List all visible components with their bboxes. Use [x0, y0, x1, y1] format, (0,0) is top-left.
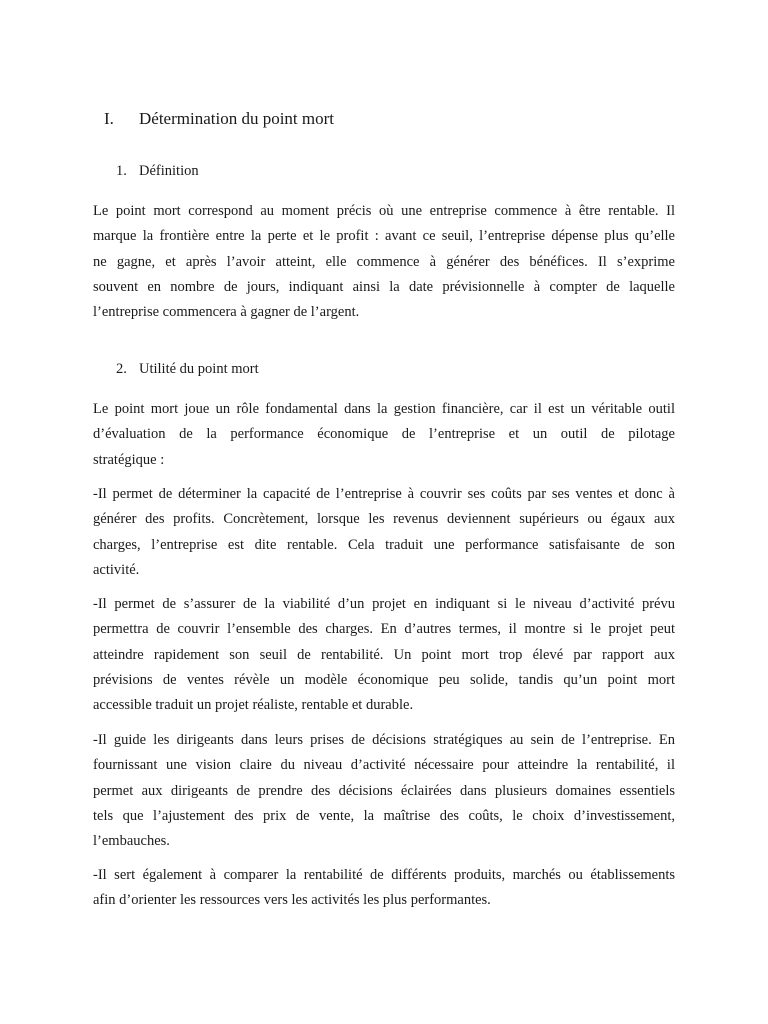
- paragraph-line: charges, l’entreprise est dite rentable. Cela traduit une performance satisfaisante de son: [93, 536, 675, 553]
- subsection-heading-utility: [116, 359, 259, 379]
- paragraph-line: Le point mort correspond au moment précis où une entreprise commence à être rentable. Il: [93, 203, 675, 219]
- paragraph-line: marque la frontière entre la perte et le profit : avant ce seuil, l’entreprise dépense plus qu’elle: [93, 228, 675, 245]
- paragraph-line: d’évaluation de la performance économique de l’entreprise et un outil de pilotage: [93, 426, 675, 443]
- paragraph-line: l’entreprise commencera à gagner de l’argent.: [93, 304, 360, 321]
- paragraph-line: ne gagne, et après l’avoir atteint, elle commence à générer des bénéfices. Il s’exprime: [93, 253, 675, 270]
- section-number: I.: [104, 109, 114, 128]
- paragraph-line: tels que l’ajustement des prix de vente, la maîtrise des coûts, le choix d’investissement,: [93, 807, 675, 824]
- paragraph-line: -Il permet de déterminer la capacité de l’entreprise à couvrir ses coûts par ses ventes et donc à: [93, 486, 675, 502]
- subsection-heading-definition: [116, 161, 199, 181]
- paragraph-line: activité.: [93, 561, 140, 578]
- utility-point-3: [93, 728, 675, 854]
- utility-point-1: [93, 482, 675, 583]
- paragraph-line: permet aux dirigeants de prendre des décisions éclairées dans plusieurs domaines essentiels: [93, 782, 675, 799]
- paragraph-line: afin d’orienter les ressources vers les activités les plus performantes.: [93, 892, 491, 909]
- paragraph-line: l’embauches.: [93, 833, 170, 850]
- paragraph-line: permettra de couvrir l’ensemble des charges. En d’autres termes, il montre si le projet peut: [93, 621, 675, 638]
- paragraph-line: fournissant une vision claire du niveau d’activité nécessaire pour atteindre la rentabilité, il: [93, 757, 675, 774]
- paragraph-line: générer des profits. Concrètement, lorsque les revenus deviennent supérieurs ou égaux aux: [93, 511, 675, 528]
- subsection-title: Utilité du point mort: [139, 361, 259, 377]
- paragraph-line: -Il guide les dirigeants dans leurs prises de décisions stratégiques au sein de l’entreprise. En: [93, 732, 675, 748]
- paragraph-line: stratégique :: [93, 451, 165, 468]
- subsection-title: Définition: [139, 163, 199, 179]
- paragraph-line: accessible traduit un projet réaliste, rentable et durable.: [93, 697, 414, 714]
- utility-intro-paragraph: [93, 397, 675, 473]
- paragraph-line: prévisions de ventes révèle un modèle économique peu solide, tandis qu’un point mort: [93, 671, 675, 688]
- paragraph-line: atteindre rapidement son seuil de rentabilité. Un point mort trop élevé par rapport aux: [93, 646, 675, 663]
- utility-point-4: [93, 863, 675, 914]
- paragraph-line: -Il sert également à comparer la rentabilité de différents produits, marchés ou établissements: [93, 867, 675, 883]
- paragraph-line: Le point mort joue un rôle fondamental dans la gestion financière, car il est un véritable outil: [93, 401, 675, 417]
- paragraph-line: -Il permet de s’assurer de la viabilité d’un projet en indiquant si le niveau d’activité prévu: [93, 596, 675, 612]
- subsection-number: 2.: [116, 361, 127, 377]
- utility-point-2: [93, 592, 675, 718]
- definition-paragraph: [93, 199, 675, 325]
- paragraph-line: souvent en nombre de jours, indiquant ainsi la date prévisionnelle à compter de laquelle: [93, 278, 675, 295]
- subsection-number: 1.: [116, 163, 127, 179]
- section-title: Détermination du point mort: [139, 109, 334, 128]
- section-heading: [104, 108, 334, 130]
